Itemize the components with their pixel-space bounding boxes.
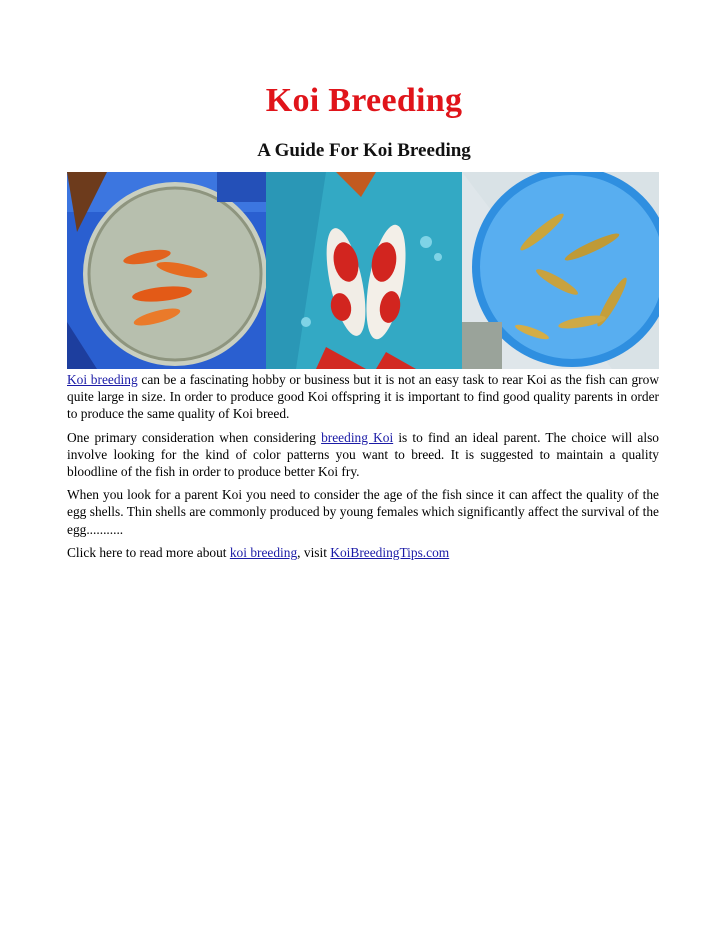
kohaku-koi-pair-photo bbox=[266, 172, 462, 369]
koi-in-net-photo bbox=[67, 172, 266, 369]
article-body bbox=[67, 371, 659, 567]
paragraph-parent-text-before: One primary consideration when considering bbox=[67, 429, 322, 445]
read-more-text-mid: , visit bbox=[297, 544, 331, 560]
paragraph-parent bbox=[67, 429, 659, 481]
paragraph-intro-text: can be a fascinating hobby or business but it is not an easy task to rear Koi as the fish can grow quite large in size. In order to produce good Koi offspring it is important to find good quality parents in order to produce the same quality of Koi breed. bbox=[67, 372, 659, 422]
breeding-koi-link[interactable]: breeding Koi bbox=[321, 429, 394, 445]
koibreedingtips-site-link[interactable]: KoiBreedingTips.com bbox=[330, 544, 450, 560]
paragraph-parent-text-after: is to find an ideal parent. The choice will also involve looking for the kind of color patterns you want to breed. It is suggested to maintain a quality bloodline of the fish in order to produce better Koi fry. bbox=[67, 429, 659, 480]
document-subtitle: A Guide For Koi Breeding bbox=[257, 140, 471, 161]
paragraph-intro bbox=[67, 371, 659, 423]
koi-in-blue-tub-photo bbox=[462, 172, 659, 369]
photo-strip bbox=[67, 172, 659, 369]
koi-breeding-read-more-link[interactable]: koi breeding bbox=[229, 544, 298, 560]
document-title: Koi Breeding bbox=[265, 82, 463, 119]
koi-breeding-link[interactable]: Koi breeding bbox=[67, 372, 138, 387]
paragraph-age bbox=[67, 486, 659, 538]
paragraph-read-more bbox=[67, 544, 659, 561]
read-more-text-before: Click here to read more about bbox=[67, 544, 230, 560]
paragraph-age-text: When you look for a parent Koi you need to consider the age of the fish since it can affect the quality of the egg shells. Thin shells are commonly produced by young females which significantly affect the survival of the egg........... bbox=[67, 487, 659, 537]
